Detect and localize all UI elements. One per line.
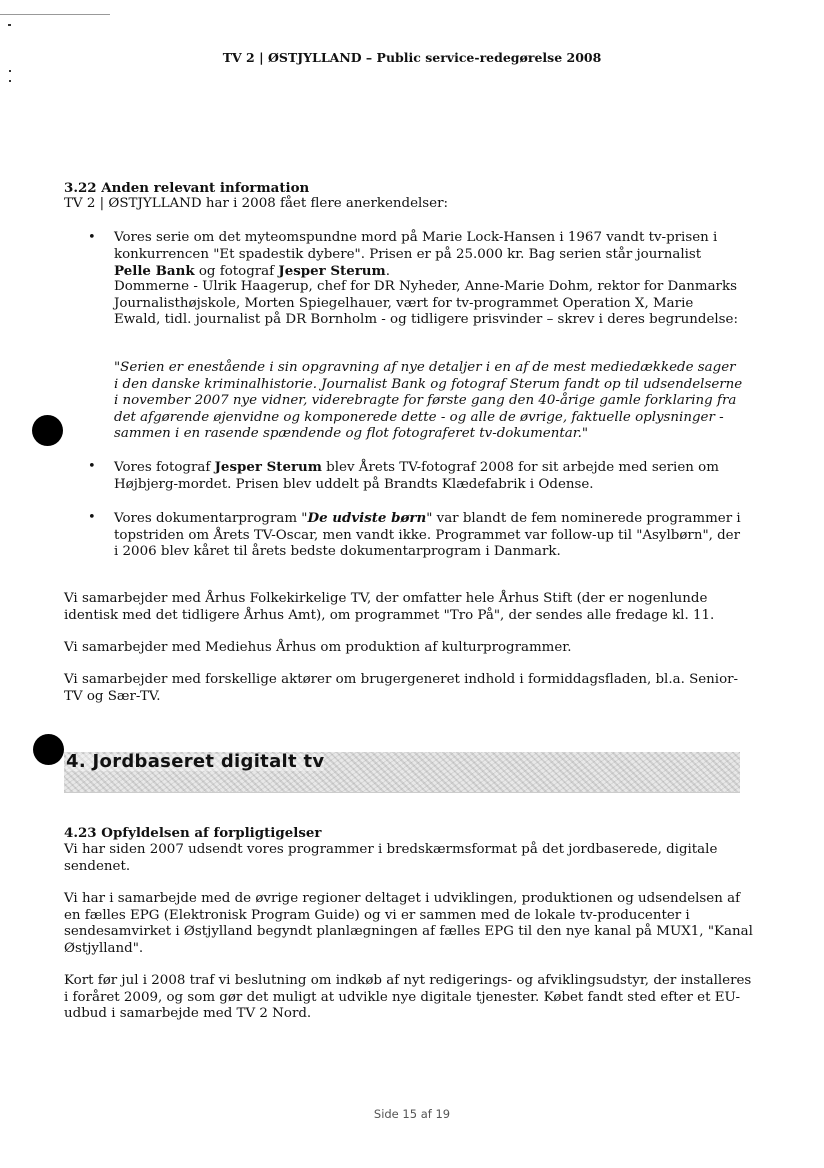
person-name: Pelle Bank <box>114 263 195 280</box>
paragraph-folkekirke: Vi samarbejder med Århus Folkekirkelige TV, der omfatter hele Århus Stift (der er nogenlunde identisk med det tidligere Århus Amt), om programmet "Tro På", der sendes alle fredage kl. 11. <box>64 591 715 623</box>
page-number: Side 15 af 19 <box>373 1107 451 1121</box>
bullet-text: Vores fotograf Jesper Sterum blev Årets TV-fotograf 2008 for sit arbejde med serien om Højbjerg-mordet. Prisen blev uddelt på Brandts Klædefabrik i Odense. <box>114 459 719 492</box>
scan-speck <box>9 80 11 82</box>
scan-speck <box>0 14 110 15</box>
person-name: Jesper Sterum <box>214 459 322 475</box>
paragraph-bredskaerm: Vi har siden 2007 udsendt vores programmer i bredskærmsformat på det jordbaserede, digitale sendenet. <box>64 842 718 874</box>
paragraph-mediehus: Vi samarbejder med Mediehus Århus om produktion af kulturprogrammer. <box>64 640 572 655</box>
bullet-text: Vores dokumentarprogram "De udviste børn" var blandt de fem nominerede programmer i topstriden om Årets TV-Oscar, men vandt ikke. Programmet var follow-up til "Asylbørn", der i 2006 blev kåret til årets bedste dokumentarprogram i Danmark. <box>114 510 741 560</box>
bullet-marker: • <box>88 230 96 245</box>
section-heading-3-22: 3.22 Anden relevant information <box>64 180 310 196</box>
paragraph-brugergeneret: Vi samarbejder med forskellige aktører om brugergeneret indhold i formiddagsfladen, bl.a. Senior-TV og Sær-TV. <box>64 672 739 704</box>
jury-quote: "Serien er enestående i sin opgravning af nye detaljer i en af de mest mediedækkede sager i den danske kriminalhistorie. Journalist Bank og fotograf Sterum fandt op til udsendelserne i november 2007 nye vidner, viderebragte for første gang den 40-årige gamle forklaring fra det afgørende øjenvidne og komponerede dette - og alle de øvrige, faktuelle oplysninger - sammen i en rasende spændende og flot fotograferet tv-dokumentar." <box>114 360 743 442</box>
bullet-text: Vores serie om det myteomspundne mord på Marie Lock-Hansen i 1967 vandt tv-prisen i konkurrencen "Et spadestik dybere". Prisen er på 25.000 kr. Bag serien står journalist Pelle Bank og fotograf Jesper Sterum. <box>114 230 718 280</box>
punch-hole-top <box>32 415 63 446</box>
person-name: Jesper Sterum <box>278 263 386 280</box>
bullet-marker: • <box>88 459 96 474</box>
page-header: TV 2 | ØSTJYLLAND – Public service-redegørelse 2008 <box>222 50 602 65</box>
punch-hole-bottom <box>33 734 64 765</box>
jury-text: Dommerne - Ulrik Haagerup, chef for DR Nyheder, Anne-Marie Dohm, rektor for Danmarks Journalisthøjskole, Morten Spiegelhauer, vært for tv-programmet Operation X, Marie Ewald, tidl. journalist på DR Bornholm - og tidligere prisvinder – skrev i deres begrundelse: <box>114 279 738 328</box>
scan-speck <box>9 70 11 72</box>
section-intro: TV 2 | ØSTJYLLAND har i 2008 fået flere anerkendelser: <box>64 196 449 211</box>
section-heading-4-23: 4.23 Opfyldelsen af forpligtigelser <box>64 825 322 841</box>
paragraph-epg: Vi har i samarbejde med de øvrige regioner deltaget i udviklingen, produktionen og udsendelsen af en fælles EPG (Elektronisk Program Guide) og vi er sammen med de lokale tv-producenter i sendesamvirket i Østjylland begyndt planlægningen af fælles EPG til den nye kanal på MUX1, "Kanal Østjylland". <box>64 891 753 956</box>
paragraph-udstyr: Kort før jul i 2008 traf vi beslutning om indkøb af nyt redigerings- og afviklingsudstyr, der installeres i foråret 2009, og som gør det muligt at udvikle nye digitale tjenester. Købet fandt sted efter et EU-udbud i samarbejde med TV 2 Nord. <box>64 973 752 1022</box>
scan-speck <box>8 24 11 26</box>
program-title: De udviste børn <box>307 510 427 526</box>
chapter-title: 4. Jordbaseret digitalt tv <box>66 751 325 772</box>
bullet-marker: • <box>88 510 96 525</box>
